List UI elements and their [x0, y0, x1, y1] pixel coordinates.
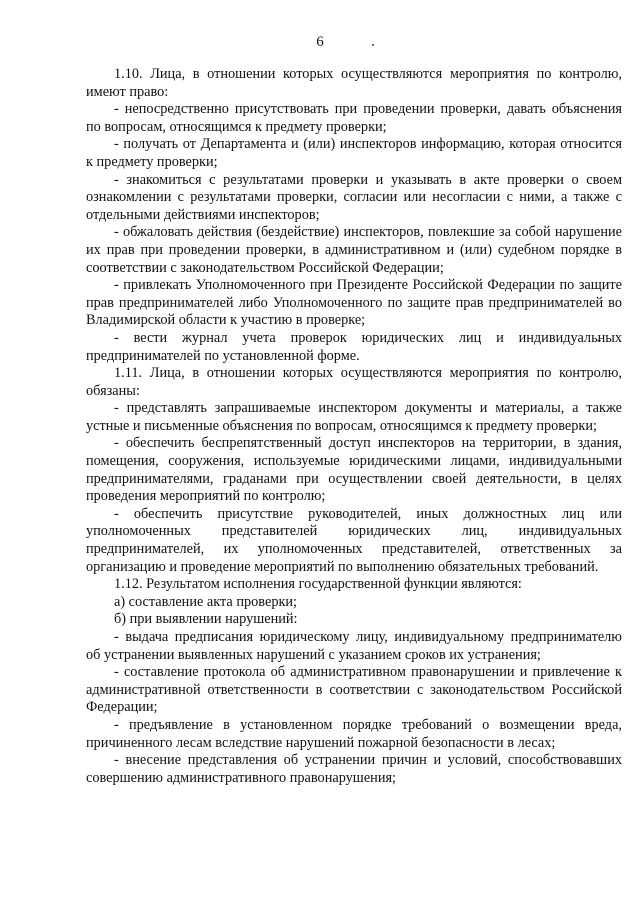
page-number: 6: [316, 34, 324, 50]
paragraph-item: - внесение представления об устранении причин и условий, способствовавших совершению административного правонарушения;: [86, 752, 622, 786]
paragraph-1-10: 1.10. Лица, в отношении которых осуществляются мероприятия по контролю, имеют право:: [86, 66, 622, 100]
paragraph-item: - составление протокола об административном правонарушении и привлечение к административной ответственности в соответствии с законодательством Российской Федерации;: [86, 664, 622, 716]
paragraph-item: - предъявление в установленном порядке требований о возмещении вреда, причиненного лесам вследствие нарушений пожарной безопасности в лесах;: [86, 716, 622, 751]
paragraph-1-11: 1.11. Лица, в отношении которых осуществляются мероприятия по контролю, обязаны:: [86, 365, 622, 399]
paragraph-item: - выдача предписания юридическому лицу, индивидуальному предпринимателю об устранении выявленных нарушений с указанием сроков их устранения;: [86, 629, 622, 663]
paragraph-item: - знакомиться с результатами проверки и указывать в акте проверки о своем ознакомлении с результатами проверки, согласии или несогласии с ними, а также с отдельными действиями инспекторов;: [86, 171, 622, 223]
paragraph-item: - обжаловать действия (бездействие) инспекторов, повлекшие за собой нарушение их прав при проведении проверки, в административном и (или) судебном порядке в соответствии с законодательством Российской Федерации;: [86, 224, 622, 276]
paragraph-item: - обеспечить беспрепятственный доступ инспекторов на территории, в здания, помещения, сооружения, используемые юридическими лицами, индивидуальными предпринимателями, граданами при осуществлении своей деятельности, в целях проведения мероприятий по контролю;: [86, 435, 622, 505]
paragraph-1-12: 1.12. Результатом исполнения государственной функции являются:: [114, 576, 522, 593]
paragraph-item: - привлекать Уполномоченного при Президенте Российской Федерации по защите прав предпринимателей либо Уполномоченного по защите прав предпринимателей во Владимирской области к участию в проверке;: [86, 277, 622, 329]
paragraph-item-b: б) при выявлении нарушений:: [114, 611, 298, 628]
paragraph-item: - представлять запрашиваемые инспектором документы и материалы, а также устные и письменные объяснения по вопросам, относящимся к предмету проверки;: [86, 400, 622, 434]
paragraph-item: - вести журнал учета проверок юридических лиц и индивидуальных предпринимателей по установленной форме.: [86, 329, 622, 364]
document-body: [86, 66, 622, 787]
paragraph-item-a: а) составление акта проверки;: [114, 593, 298, 610]
scan-speck: [372, 44, 374, 46]
paragraph-item: - непосредственно присутствовать при проведении проверки, давать объяснения по вопросам, относящимся к предмету проверки;: [86, 101, 622, 135]
paragraph-item: - получать от Департамента и (или) инспекторов информацию, которая относится к предмету проверки;: [86, 136, 622, 170]
paragraph-item: - обеспечить присутствие руководителей, иных должностных лиц или уполномоченных представителей юридических лиц, индивидуальных предпринимателей, их уполномоченных представителей, ответственных за организацию и проведение мероприятий по выполнению обязательных требований.: [86, 505, 622, 575]
